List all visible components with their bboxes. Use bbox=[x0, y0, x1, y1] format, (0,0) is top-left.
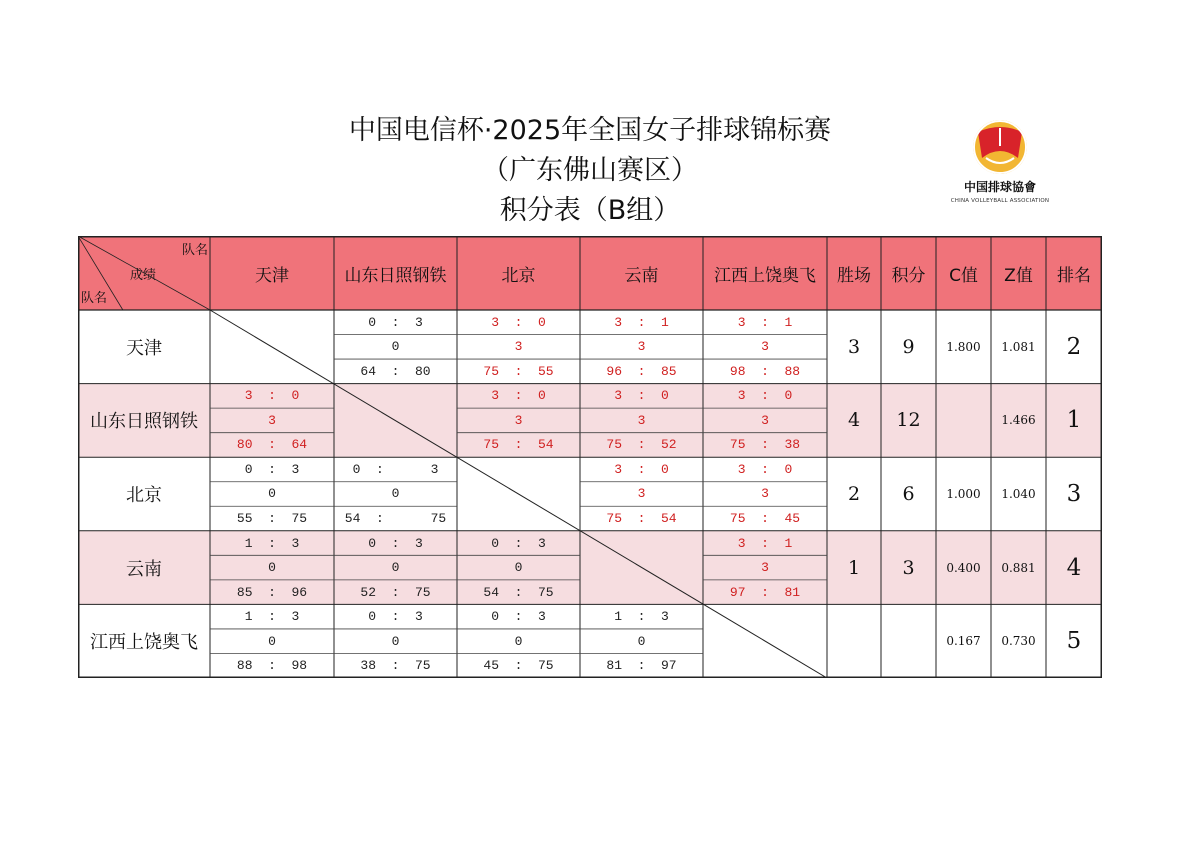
table-grid-lines bbox=[78, 236, 1102, 678]
match-points: 3 bbox=[761, 486, 769, 502]
z-value: 1.081 bbox=[1001, 339, 1036, 354]
match-set-score: 0 : 3 bbox=[244, 461, 300, 477]
rank-value: 1 bbox=[1066, 407, 1082, 434]
match-rally-score: 85 : 96 bbox=[236, 584, 308, 600]
match-points: 0 bbox=[268, 633, 276, 649]
z-value: 1.040 bbox=[1001, 486, 1036, 501]
match-points: 0 bbox=[637, 633, 646, 649]
match-points: 0 bbox=[268, 486, 276, 502]
match-set-score: 3 : 0 bbox=[491, 388, 546, 404]
match-points: 0 bbox=[391, 339, 400, 355]
wins-value: 2 bbox=[847, 482, 861, 505]
match-rally-score: 38 : 75 bbox=[360, 658, 431, 674]
corner-label-bottom: 队名 bbox=[81, 291, 108, 306]
match-set-score: 1 : 3 bbox=[244, 535, 300, 551]
rank-value: 2 bbox=[1066, 333, 1082, 360]
match-set-score: 3 : 0 bbox=[737, 388, 793, 404]
match-set-score: 3 : 0 bbox=[491, 314, 546, 330]
standings-table bbox=[78, 236, 1102, 678]
match-set-score: 0 : 3 bbox=[491, 609, 546, 625]
match-rally-score: 64 : 80 bbox=[360, 363, 431, 379]
row-team-name: 云南 bbox=[126, 558, 162, 580]
volleyball-logo-icon bbox=[966, 118, 1034, 176]
match-set-score: 3 : 1 bbox=[614, 314, 669, 330]
match-set-score: 3 : 0 bbox=[614, 461, 669, 477]
page-title: 中国电信杯·2025年全国女子排球锦标赛 bbox=[348, 115, 832, 146]
match-set-score: 3 : 1 bbox=[737, 535, 793, 551]
corner-label-mid: 成绩 bbox=[130, 268, 157, 283]
points-value: 12 bbox=[896, 409, 921, 432]
points-value: 3 bbox=[902, 556, 915, 579]
match-set-score: 1 : 3 bbox=[244, 609, 300, 625]
logo-chinese-text: 中国排球協會 bbox=[963, 180, 1036, 194]
rank-value: 5 bbox=[1066, 628, 1082, 655]
header-rank: 排名 bbox=[1057, 265, 1091, 286]
points-value: 9 bbox=[902, 335, 915, 358]
match-rally-score: 54 : 75 bbox=[344, 511, 447, 527]
match-set-score: 0 : 3 bbox=[368, 314, 423, 330]
logo-english-text: CHINA VOLLEYBALL ASSOCIATION bbox=[950, 198, 1050, 204]
z-value: 0.881 bbox=[1001, 560, 1036, 575]
grid-line bbox=[78, 236, 123, 310]
wins-value: 4 bbox=[847, 409, 861, 432]
row-team-name: 天津 bbox=[126, 337, 162, 359]
wins-value: 1 bbox=[847, 556, 861, 579]
match-rally-score: 54 : 75 bbox=[483, 584, 554, 600]
page-subtitle: （广东佛山赛区） bbox=[482, 155, 698, 186]
match-points: 3 bbox=[637, 412, 646, 428]
match-set-score: 0 : 3 bbox=[491, 535, 546, 551]
row-team-name: 江西上饶奥飞 bbox=[90, 632, 198, 654]
header-team-4: 云南 bbox=[624, 265, 659, 286]
match-points: 3 bbox=[637, 486, 646, 502]
z-value: 0.730 bbox=[1001, 634, 1036, 649]
match-rally-score: 45 : 75 bbox=[483, 658, 554, 674]
c-value: 0.400 bbox=[946, 560, 981, 575]
match-rally-score: 75 : 54 bbox=[483, 437, 554, 453]
match-rally-score: 81 : 97 bbox=[606, 658, 677, 674]
header-points: 积分 bbox=[891, 265, 926, 286]
match-points: 0 bbox=[514, 560, 523, 576]
wins-value: 3 bbox=[847, 335, 861, 358]
match-rally-score: 75 : 38 bbox=[729, 437, 801, 453]
match-points: 3 bbox=[268, 412, 276, 428]
match-rally-score: 80 : 64 bbox=[236, 437, 308, 453]
match-points: 3 bbox=[514, 412, 523, 428]
row-team-name: 北京 bbox=[126, 484, 162, 506]
header-team-3: 北京 bbox=[501, 265, 536, 286]
c-value: 1.800 bbox=[946, 339, 981, 354]
match-points: 0 bbox=[391, 486, 400, 502]
match-set-score: 1 : 3 bbox=[614, 609, 669, 625]
match-set-score: 3 : 0 bbox=[614, 388, 669, 404]
match-rally-score: 55 : 75 bbox=[236, 511, 308, 527]
match-rally-score: 75 : 54 bbox=[606, 511, 677, 527]
c-value: 1.000 bbox=[946, 486, 981, 501]
match-set-score: 3 : 1 bbox=[737, 314, 793, 330]
match-rally-score: 97 : 81 bbox=[729, 584, 801, 600]
header-team-2: 山东日照钢铁 bbox=[344, 265, 447, 286]
match-rally-score: 96 : 85 bbox=[606, 363, 677, 379]
match-points: 3 bbox=[637, 339, 646, 355]
match-points: 0 bbox=[391, 560, 400, 576]
match-rally-score: 88 : 98 bbox=[236, 658, 308, 674]
match-points: 0 bbox=[514, 633, 523, 649]
grid-line bbox=[78, 236, 210, 310]
match-set-score: 3 : 0 bbox=[244, 388, 300, 404]
header-team-5: 江西上饶奥飞 bbox=[714, 265, 816, 286]
corner-label-top: 队名 bbox=[181, 243, 208, 258]
match-set-score: 0 : 3 bbox=[368, 609, 423, 625]
match-points: 0 bbox=[391, 633, 400, 649]
rank-value: 3 bbox=[1066, 480, 1082, 507]
grid-line bbox=[210, 310, 827, 678]
match-rally-score: 75 : 52 bbox=[606, 437, 677, 453]
c-value: 0.167 bbox=[946, 634, 981, 649]
header-z-value: Z值 bbox=[1004, 265, 1033, 286]
rank-value: 4 bbox=[1066, 554, 1082, 581]
match-points: 3 bbox=[761, 560, 769, 576]
z-value: 1.466 bbox=[1001, 413, 1036, 428]
header-c-value: C值 bbox=[949, 265, 978, 286]
points-value: 6 bbox=[902, 482, 915, 505]
match-rally-score: 75 : 45 bbox=[729, 511, 801, 527]
match-points: 3 bbox=[761, 412, 769, 428]
match-set-score: 0 : 3 bbox=[352, 461, 439, 477]
match-rally-score: 98 : 88 bbox=[729, 363, 801, 379]
match-rally-score: 52 : 75 bbox=[360, 584, 431, 600]
table-title: 积分表（B组） bbox=[499, 195, 681, 226]
match-points: 3 bbox=[761, 339, 769, 355]
match-set-score: 3 : 0 bbox=[737, 461, 793, 477]
match-set-score: 0 : 3 bbox=[368, 535, 423, 551]
header-wins: 胜场 bbox=[837, 265, 871, 286]
association-logo bbox=[950, 118, 1050, 214]
header-team-1: 天津 bbox=[255, 265, 289, 286]
match-points: 3 bbox=[514, 339, 523, 355]
match-rally-score: 75 : 55 bbox=[483, 363, 554, 379]
row-team-name: 山东日照钢铁 bbox=[90, 411, 198, 433]
match-points: 0 bbox=[268, 560, 276, 576]
